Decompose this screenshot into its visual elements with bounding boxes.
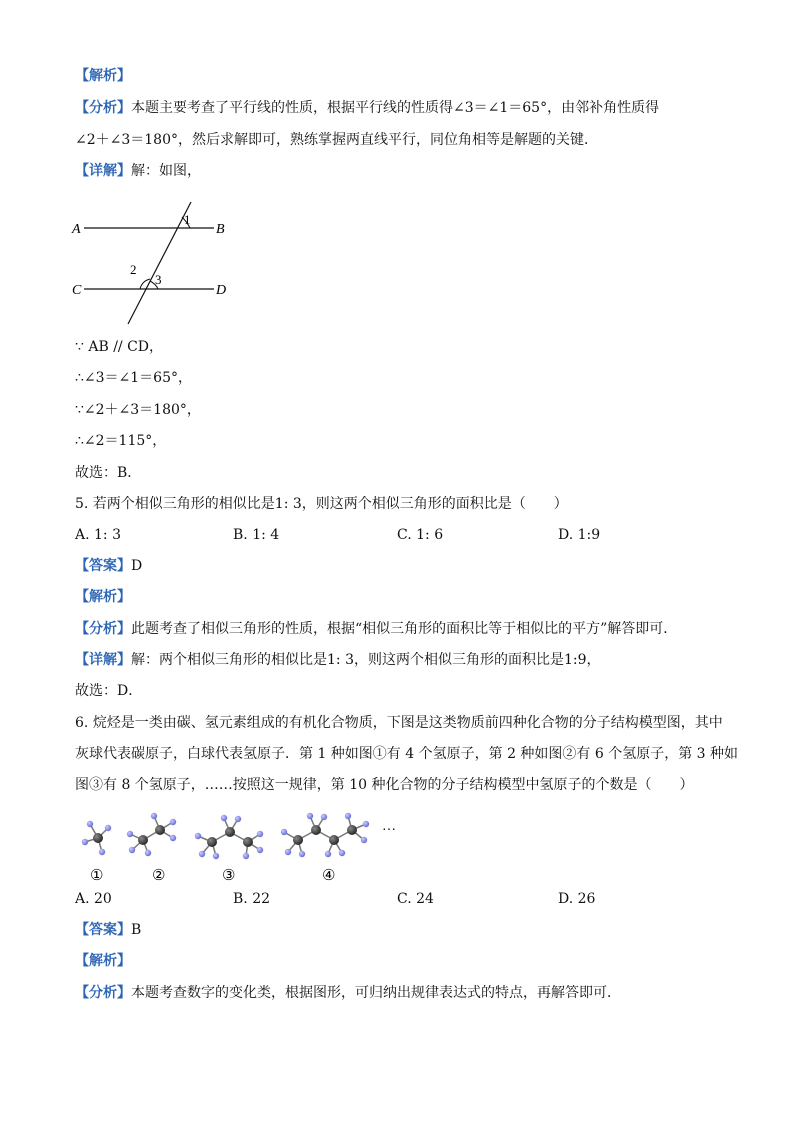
parallel-lines-figure — [66, 200, 246, 330]
molecule-label-4: ④ — [322, 868, 336, 884]
q5-option-a: A. 1: 3 — [75, 527, 121, 543]
q5-answer-line — [75, 557, 142, 575]
molecule-2 — [127, 813, 176, 856]
xiangjie-tag: 【详解】 — [75, 163, 131, 179]
molecule-label-3: ③ — [222, 868, 236, 884]
jiexi-tag: 【解析】 — [75, 68, 131, 84]
transversal — [128, 202, 191, 324]
q6-fenxi-tag: 【分析】 — [75, 985, 131, 1001]
q6-fenxi-text: 本题考查数字的变化类，根据图形，可归纳出规律表达式的特点，再解答即可． — [131, 985, 621, 1001]
q6-jiexi-tag: 【解析】 — [75, 953, 131, 969]
q6-answer-tag: 【答案】 — [75, 922, 131, 938]
q6-fenxi-line — [75, 984, 621, 1002]
q5-fenxi-text: 此题考查了相似三角形的性质，根据“相似三角形的面积比等于相似比的平方”解答即可． — [131, 621, 678, 637]
label-2: 2 — [130, 262, 137, 277]
detail-line — [75, 162, 201, 180]
q5-xiangjie-tag: 【详解】 — [75, 652, 131, 668]
q5-option-b: B. 1: 4 — [233, 527, 280, 543]
q5-answer: D — [131, 558, 143, 574]
q6-option-b: B. 22 — [233, 891, 271, 907]
analysis-line-1 — [75, 99, 659, 117]
molecule-3 — [195, 815, 263, 859]
analysis-line-2 — [75, 131, 598, 149]
q5-jiexi-tag: 【解析】 — [75, 589, 131, 605]
step-5: 故选：B． — [75, 465, 142, 481]
fenxi-text-2: ∠2＋∠3＝180°，然后求解即可，熟练掌握两直线平行，同位角相等是解题的关键． — [75, 132, 598, 148]
q5-stem: 5. 若两个相似三角形的相似比是1: 3，则这两个相似三角形的面积比是（ ） — [75, 496, 568, 512]
q5-fenxi-line — [75, 620, 677, 638]
molecule-ellipsis: … — [382, 819, 396, 834]
step-3: ∵∠2＋∠3＝180°， — [75, 402, 201, 418]
label-d: D — [216, 283, 227, 298]
analysis-heading — [75, 67, 131, 85]
q6-jiexi-line — [75, 952, 131, 970]
q6-option-d: D. 26 — [558, 891, 596, 907]
q6-stem-3: 图③有 8 个氢原子，……按照这一规律，第 10 种化合物的分子结构模型中氢原子的个数是（ ） — [75, 777, 694, 793]
fenxi-text: 本题主要考查了平行线的性质，根据平行线的性质得∠3＝∠1＝65°，由邻补角性质得 — [131, 100, 660, 116]
q6-answer: B — [131, 922, 142, 938]
q6-option-a: A. 20 — [75, 891, 112, 907]
q6-answer-line — [75, 921, 141, 939]
molecule-figure — [70, 808, 400, 888]
q5-fenxi-tag: 【分析】 — [75, 621, 131, 637]
molecule-label-1: ① — [90, 868, 104, 884]
label-b: B — [216, 222, 225, 237]
q6-option-c: C. 24 — [397, 891, 434, 907]
xiangjie-text: 解：如图， — [131, 163, 201, 179]
q5-choose: 故选：D． — [75, 683, 143, 699]
q5-jiexi-line — [75, 588, 131, 606]
molecule-label-2: ② — [152, 868, 166, 884]
q5-option-c: C. 1: 6 — [397, 527, 444, 543]
label-c: C — [72, 283, 82, 298]
label-1: 1 — [184, 212, 191, 227]
q6-stem-2: 灰球代表碳原子，白球代表氢原子．第 1 种如图①有 4 个氢原子，第 2 种如图②有 6 个氢原子，第 3 种如 — [75, 746, 739, 762]
molecule-1 — [82, 821, 111, 855]
label-a: A — [72, 222, 81, 237]
step-2: ∴∠3＝∠1＝65°， — [75, 370, 192, 386]
q5-detail-line — [75, 651, 601, 669]
q5-answer-tag: 【答案】 — [75, 558, 131, 574]
q6-stem-1: 6. 烷烃是一类由碳、氢元素组成的有机化合物质，下图是这类物质前四种化合物的分子结构模型图，其中 — [75, 715, 723, 731]
label-3: 3 — [155, 272, 162, 287]
step-4: ∴∠2＝115°， — [75, 433, 167, 449]
molecule-4 — [281, 813, 369, 857]
q5-option-d: D. 1:9 — [558, 527, 601, 543]
q5-xiangjie-text: 解：两个相似三角形的相似比是1: 3，则这两个相似三角形的面积比是1:9， — [131, 652, 601, 668]
fenxi-tag: 【分析】 — [75, 100, 131, 116]
step-1: ∵ AB // CD， — [75, 339, 164, 355]
